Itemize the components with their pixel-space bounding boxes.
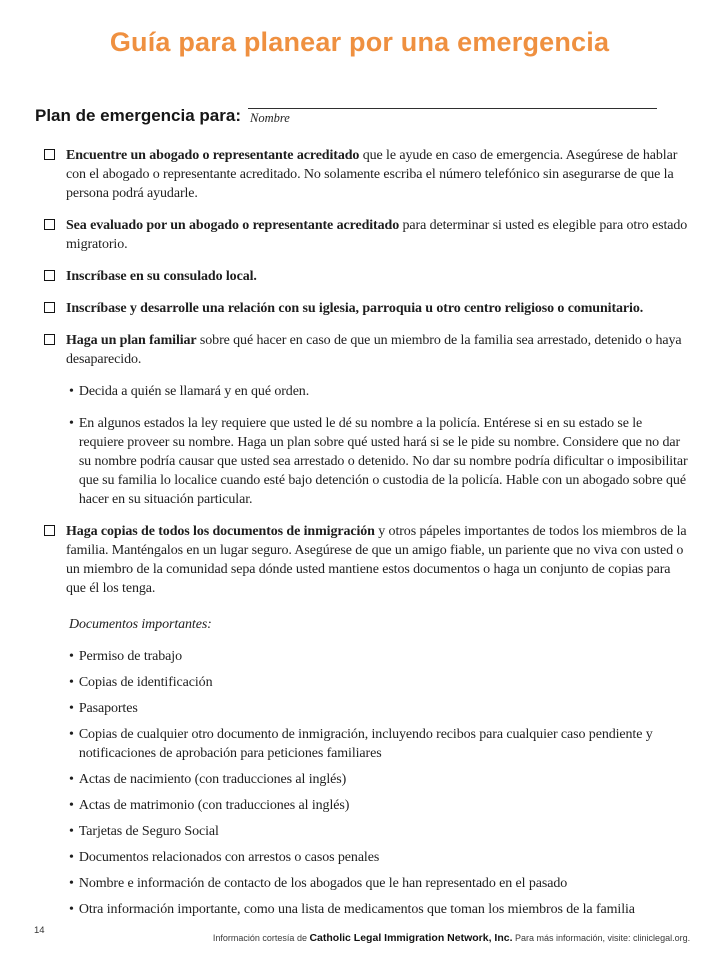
bullet-icon: • [69,384,74,399]
checklist-item-lead: Haga copias de todos los documentos de inmigración [66,524,375,539]
footer-credit-suffix: Para más información, visite: cliniclegal.org. [512,933,691,943]
list-item [69,725,689,763]
family-plan-bullets [69,382,689,509]
list-item [69,414,689,509]
page-title: Guía para planear por una emergencia [109,27,610,57]
list-item [69,699,689,718]
bullet-icon: • [69,675,74,690]
bullet-text: Copias de identificación [78,675,213,690]
checklist-item-rest: y otros pápeles importantes de todos los miembros de la familia. Manténgalos en un lugar seguro. Asegúrese de que un amigo fiable, un pariente que no viva con usted o un miembro de la comunidad sepa dónde usted mantiene estos documentos o haga un conjunto de copias para que él los tenga. [66,524,687,596]
checklist-item-lead: Encuentre un abogado o representante acreditado [66,148,360,163]
page-number: 14 [34,925,45,936]
bullet-icon: • [69,902,74,917]
checkbox[interactable] [44,525,55,536]
checklist-item-be-evaluated [44,216,689,254]
bullet-icon: • [69,824,74,839]
checklist-item-text [66,146,689,203]
bullet-text: Actas de matrimonio (con traducciones al inglés) [78,798,350,813]
checklist-item-find-lawyer [44,146,689,203]
checklist-item-lead: Haga un plan familiar [66,333,197,348]
checklist-item-text [66,267,689,286]
checkbox[interactable] [44,219,55,230]
checklist-item-consulate [44,267,689,286]
bullet-text: En algunos estados la ley requiere que usted le dé su nombre a la policía. Entérese si en su estado se le requiere proveer su nombre. Haga un plan sobre qué usted hará si se le pide su nombre. Considere que no dar su nombre podría causar que usted sea arrestado o detenido. No dar su nombre podría dificultar o imposibilitar que su familia lo localice cuando esté bajo detención o custodia de la policía. Hable con un abogado sobre qué hacer en su situación particular. [78,416,688,507]
checklist-item-lead: Inscríbase en su consulado local. [66,269,257,284]
bullet-text: Actas de nacimiento (con traducciones al inglés) [78,772,347,787]
checklist-item-rest: sobre qué hacer en caso de que un miembro de la familia sea arrestado, detenido o haya desaparecido. [66,333,682,367]
checklist-item-text [66,522,689,598]
bullet-text: Pasaportes [78,701,138,716]
checklist-item-lead: Inscríbase y desarrolle una relación con su iglesia, parroquia u otro centro religioso o comunitario. [66,301,644,316]
checkbox[interactable] [44,149,55,160]
checklist [44,146,689,919]
bullet-text: Tarjetas de Seguro Social [78,824,219,839]
list-item [69,874,689,893]
list-item [69,848,689,867]
list-item [69,770,689,789]
list-item [69,822,689,841]
checklist-item-text [66,216,689,254]
footer-credit-prefix: Información cortesía de [212,933,310,943]
checklist-item-lead: Sea evaluado por un abogado o representante acreditado [66,218,400,233]
checkbox[interactable] [44,302,55,313]
name-input-line[interactable] [248,91,657,109]
checklist-item-church [44,299,689,318]
bullet-text: Permiso de trabajo [78,649,182,664]
bullet-icon: • [69,798,74,813]
footer-org-name: Catholic Legal Immigration Network, Inc. [309,932,513,944]
bullet-text: Copias de cualquier otro documento de inmigración, incluyendo recibos para cualquier caso pendiente y notificaciones de aprobación para peticiones familiares [78,727,653,761]
documents-list [69,647,689,919]
list-item [69,647,689,666]
bullet-icon: • [69,416,74,431]
bullet-icon: • [69,876,74,891]
checklist-item-rest: para determinar si usted es elegible para otro estado migratorio. [66,218,688,252]
name-field-wrap [248,91,657,126]
list-item [69,796,689,815]
checklist-item-copy-documents [44,522,689,598]
bullet-icon: • [69,772,74,787]
bullet-icon: • [69,727,74,742]
checkbox[interactable] [44,334,55,345]
checklist-item-family-plan [44,331,689,369]
list-item [69,900,689,919]
bullet-text: Nombre e información de contacto de los abogados que le han representado en el pasado [78,876,568,891]
plan-for-label: Plan de emergencia para: [35,106,241,125]
list-item [69,673,689,692]
checklist-item-rest: que le ayude en caso de emergencia. Asegúrese de hablar con el abogado o representante acreditado. No solamente escriba el número telefónico sin asegurarse de que la persona podrá ayudarle. [66,148,678,201]
plan-for-row [35,91,657,126]
list-item [69,382,689,401]
name-caption: Nombre [249,111,290,125]
bullet-icon: • [69,850,74,865]
bullet-icon: • [69,701,74,716]
checklist-item-text [66,299,689,318]
checklist-item-text [66,331,689,369]
bullet-icon: • [69,649,74,664]
checkbox[interactable] [44,270,55,281]
bullet-text: Documentos relacionados con arrestos o casos penales [78,850,380,865]
documents-heading: Documentos importantes: [69,617,212,632]
bullet-text: Decida a quién se llamará y en qué orden. [78,384,310,399]
footer-credit [200,932,703,944]
bullet-text: Otra información importante, como una lista de medicamentos que toman los miembros de la familia [78,902,635,917]
